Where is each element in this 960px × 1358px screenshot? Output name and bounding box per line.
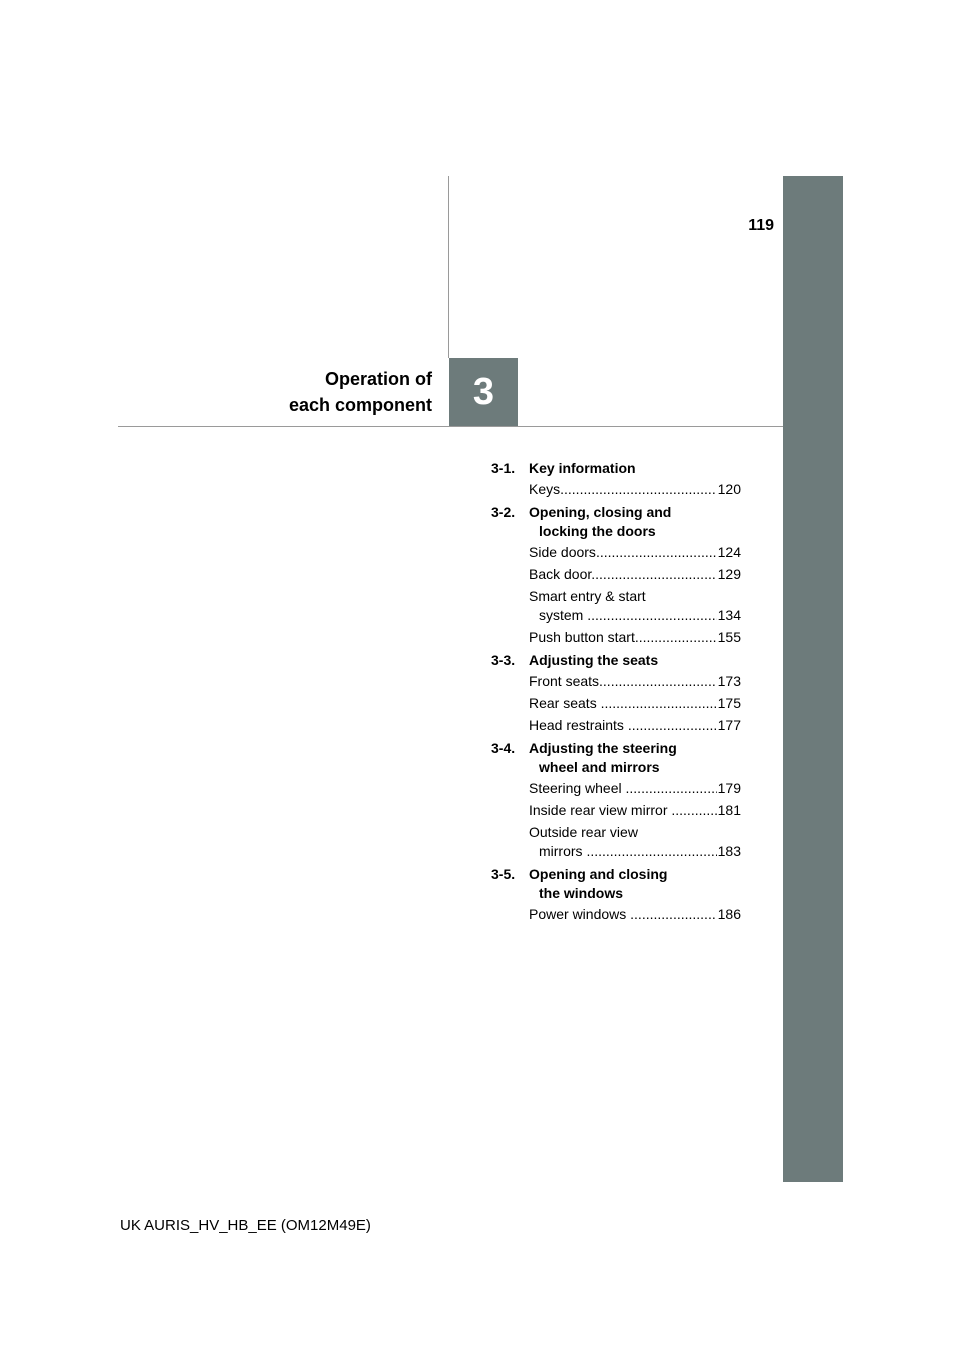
toc-entry-title: [529, 480, 717, 499]
toc-entry-line: Rear seats: [529, 695, 601, 711]
section-number: 3-3.: [491, 652, 516, 668]
horizontal-rule: [118, 426, 783, 427]
section-number: 3-2.: [491, 504, 516, 520]
toc-entry-title: [529, 823, 717, 861]
section-title: [529, 739, 741, 777]
section-number: 3-1.: [491, 460, 516, 476]
section-title: [529, 865, 741, 903]
toc-entry-title: [529, 587, 717, 625]
toc-section: [491, 503, 741, 647]
leader-dots: [596, 544, 717, 560]
toc-entry[interactable]: [529, 672, 741, 691]
toc-entry-line: Keys: [529, 481, 561, 497]
section-number: 3-5.: [491, 866, 516, 882]
vertical-rule: [448, 176, 449, 358]
chapter-number: 3: [472, 370, 495, 413]
toc-section-heading[interactable]: [491, 651, 741, 670]
toc-entry-title: [529, 905, 717, 924]
chapter-side-tab: [783, 176, 843, 1182]
section-title-line: Opening, closing and: [529, 504, 672, 520]
leader-dots: [587, 607, 716, 623]
toc-entry-page: 179: [717, 780, 741, 796]
toc-section-heading[interactable]: [491, 503, 741, 541]
toc-entry[interactable]: [529, 716, 741, 735]
toc-entry-page: 124: [717, 544, 741, 560]
toc-section-heading[interactable]: [491, 865, 741, 903]
toc-entry[interactable]: [529, 587, 741, 625]
toc-entry-title: [529, 801, 717, 820]
toc-entry-line: Power windows: [529, 906, 631, 922]
leader-dots: [635, 629, 717, 645]
leader-dots: [601, 695, 717, 711]
document-footer: UK AURIS_HV_HB_EE (OM12M49E): [120, 1217, 371, 1234]
leader-dots: [591, 566, 716, 582]
toc-entry[interactable]: [529, 628, 741, 647]
toc-section: [491, 459, 741, 499]
toc-entry-page: 155: [717, 629, 741, 645]
toc-section: [491, 739, 741, 861]
leader-dots: [630, 906, 716, 922]
toc-entry-title: [529, 543, 717, 562]
chapter-title-line1: Operation of: [325, 369, 432, 389]
toc-entry[interactable]: [529, 480, 741, 499]
toc-entry-line: Head restraints: [529, 717, 628, 733]
section-title-line: wheel and mirrors: [539, 759, 660, 775]
toc-entry-line: Inside rear view mirror: [529, 802, 672, 818]
leader-dots: [626, 780, 717, 796]
toc-entry-line: Push button start: [529, 629, 635, 645]
toc-section-heading[interactable]: [491, 739, 741, 777]
section-title-line: locking the doors: [539, 523, 656, 539]
chapter-title-line2: each component: [288, 395, 432, 415]
page-number: 119: [748, 217, 774, 234]
toc-entry[interactable]: [529, 694, 741, 713]
toc-entry-page: 186: [717, 906, 741, 922]
toc-section-heading[interactable]: [491, 459, 741, 478]
section-number: 3-4.: [491, 740, 516, 756]
toc-entry-title: [529, 779, 717, 798]
section-title: [529, 459, 741, 478]
toc-entry-line: Outside rear view: [529, 824, 638, 840]
leader-dots: [628, 717, 717, 733]
toc-entry-line: Side doors: [529, 544, 596, 560]
toc-entry-page: 181: [717, 802, 741, 818]
toc-entry-line: Back door: [529, 566, 592, 582]
toc-entry-page: 134: [717, 607, 741, 623]
toc-entry-line: mirrors: [539, 843, 587, 859]
toc-entry-page: 175: [717, 695, 741, 711]
toc-entry-line: system: [539, 607, 588, 623]
toc-entry[interactable]: [529, 823, 741, 861]
section-title-line: Adjusting the seats: [529, 652, 659, 668]
section-title: [529, 503, 741, 541]
toc-entry-title: [529, 716, 717, 735]
toc-entry-page: 183: [717, 843, 741, 859]
toc-entry-line: Steering wheel: [529, 780, 626, 796]
toc-entry[interactable]: [529, 565, 741, 584]
section-title: [529, 651, 741, 670]
toc-entry-title: [529, 628, 717, 647]
leader-dots: [671, 802, 716, 818]
toc-entry-page: 173: [717, 673, 741, 689]
leader-dots: [586, 843, 716, 859]
chapter-title: [289, 366, 432, 418]
toc-section: [491, 865, 741, 924]
toc-entry-title: [529, 694, 717, 713]
section-title-line: Adjusting the steering: [529, 740, 677, 756]
toc-entry[interactable]: [529, 905, 741, 924]
toc-entry[interactable]: [529, 801, 741, 820]
toc-entry-line: Smart entry & start: [529, 588, 646, 604]
toc-entry-page: 120: [717, 481, 741, 497]
leader-dots: [599, 673, 717, 689]
toc-entry-title: [529, 672, 717, 691]
toc-entry-page: 129: [717, 566, 741, 582]
toc-entry[interactable]: [529, 543, 741, 562]
toc-entry-page: 177: [717, 717, 741, 733]
section-title-line: Opening and closing: [529, 866, 668, 882]
chapter-number-badge: [449, 358, 518, 426]
toc-entry-line: Front seats: [529, 673, 600, 689]
toc-section: [491, 651, 741, 735]
toc-entry-title: [529, 565, 717, 584]
toc-entry[interactable]: [529, 779, 741, 798]
table-of-contents: [491, 459, 741, 928]
section-title-line: Key information: [529, 460, 636, 476]
section-title-line: the windows: [539, 885, 623, 901]
leader-dots: [560, 481, 717, 497]
